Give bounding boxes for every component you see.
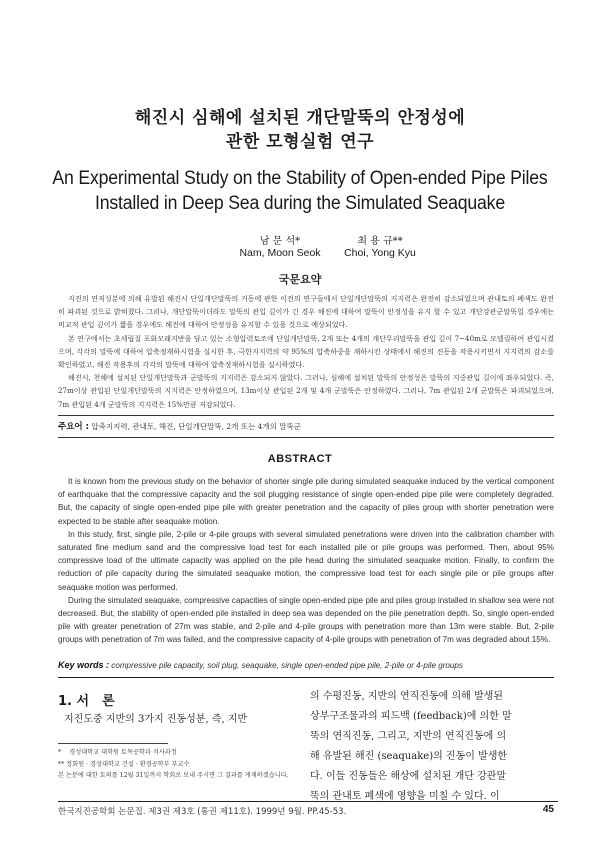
title-korean-line2: 관한 모형실험 연구: [225, 132, 375, 152]
author2-korean: 최 용 규**: [357, 236, 403, 247]
journal-footer: 한국지진공학회 논문집. 제3권 제3호 (통권 제11호). 1999년 9월. PP.45-53.: [58, 807, 347, 817]
footer-rule: [58, 801, 558, 802]
body-right-line1: 의 수평진동, 지반의 연직진동에 의해 발생된: [310, 691, 503, 702]
body-right-line3: 뚝의 연직진동, 그리고, 지반의 연직진동에 의: [310, 731, 507, 742]
author1-english: Nam, Moon Seok: [239, 247, 321, 259]
footnote-2: ** 정회원 · 경성대학교 건설 · 환경공학부 부교수: [58, 760, 190, 768]
body-left-column: 지진도중 지반의 3가지 진동성분, 즉, 지반: [64, 714, 248, 725]
body-right-line5: 다. 이들 진동들은 해상에 설치된 개단 강관말: [310, 771, 507, 782]
divider-bottom: [58, 437, 554, 438]
abstract-english-para2: In this study, first, single pile, 2-pile or 4-pile groups with several simulated penetrations were driven into the calibration chamber with saturated fine medium sand and the compressive load test for each installed pile or pile groups was performed. Then, about 95% compressive load of the ultimate capacity was applied on the pile head during the simulated seaquake motion. Finally, to confirm the reduction of pile capacity during the simulated seaquake motion, the compressive load test for each single pile or pile groups after seaquake motion was performed.: [58, 529, 554, 592]
title-english-line1: An Experimental Study on the Stability of Open-ended Pipe Piles: [52, 168, 548, 189]
keywords-english-text: compressive pile capacity, soil plug, seaquake, single open-ended pipe pile, 2-pile or 4-pile groups: [111, 661, 463, 670]
keywords-korean-text: 압축지지력, 관내토, 해진, 단일개단말뚝, 2개 또는 4개의 말뚝군: [91, 422, 302, 431]
author2-english: Choi, Yong Kyu: [344, 247, 416, 259]
abstract-english-body: [58, 475, 554, 647]
body-right-line2: 상부구조물과의 피드백 (feedback)에 의한 말: [310, 711, 512, 722]
keywords-korean-label: 주요어 :: [58, 422, 89, 432]
abstract-korean-para2: 본 연구에서는 초세립질 포화모래지반을 담고 있는 소형압력토조에 단일개단말뚝, 2개 또는 4개의 개단무리말뚝을 관입 깊이 7~40m로 모델링하여 관입시켰으며, 각각의 말뚝에 대하여 압축정재하시험을 실시한 후, 극한지지력의 약 95%의 압축하중을 재하시킨 상태에서 해진의 진동을 작용시키면서 지지력의 감소를 확인하였고, 해진 작용후의 각각의 말뚝에 대하여 압축정재하시험을 실시하였다.: [58, 333, 554, 370]
abstract-english-para3: During the simulated seaquake, compressive capacities of single open-ended pipe pile and piles group installed in shallow sea were not decreased. But, the stability of open-ended pile installed in deep sea was depended on the pile penetration depth. So, single open-ended pile with greater penetration of 27m was stable, and 2-pile and 4-pile groups with penetration more than 13m were stable. But, 2-pile groups with penetration of 7m was failed, and the compressive capacity of 4-pile groups with penetration of 7m was degraded about 15%.: [58, 595, 554, 645]
body-right-line4: 해 유발된 해진 (seaquake)의 진동이 발생한: [310, 751, 508, 762]
body-right-column: [310, 687, 556, 807]
abstract-korean-para1: 지진의 연직성분에 의해 유발된 해진시 단일개단말뚝의 거동에 관한 이전의 연구들에서 단일개단말뚝의 지지력은 완전히 감소되었으며 관내토의 폐색도 완전히 파괴된 것으로 밝혀졌다. 그러나, 개단말뚝이더라도 말뚝의 관입 깊이가 긴 경우 해진에 대하여 말뚝이 안정성을 유지 할 수 있고 개단강관군말뚝일 경우에는 비교적 관입 깊이가 짧을 경우에도 해진에 대하여 안정성을 유지할 수 있을 것으로 예상되었다.: [58, 294, 554, 330]
keywords-korean: [58, 420, 554, 432]
keywords-english: [58, 660, 554, 670]
footnote-1: * 경성대학교 대학원 토목공학과 석사과정: [58, 749, 177, 756]
abstract-korean-heading: 국문요약: [278, 273, 322, 286]
footnote-3: 본 논문에 대한 토의를 12월 31일까지 학회로 보내 주시면 그 결과를 게재하겠습니다.: [58, 772, 289, 779]
page-number: 45: [542, 804, 554, 815]
footnote-rule: [58, 743, 168, 744]
abstract-english-heading: ABSTRACT: [267, 453, 333, 465]
footnotes: [58, 747, 298, 782]
keywords-english-label: Key words :: [58, 660, 110, 670]
author1-korean: 남 문 석*: [259, 236, 301, 247]
abstract-korean-para3: 해진시, 천해에 설치된 단일개단말뚝과 군말뚝의 지지력은 감소되지 않았다. 그러나, 심해에 설치된 말뚝의 안정성은 말뚝의 지중관입 길이에 좌우되었다. 즉, 27m이상 관입된 단일개단말뚝의 지지력은 안정하였으며, 13m이상 관입된 2개 및 4개 군말뚝은 안정하였다. 그러나, 7m 관입된 2개 군말뚝은 파괴되었으며, 7m 관입된 4개 군말뚝의 지지력은 15%만큼 저감되었다.: [58, 373, 554, 409]
abstract-english-para1: It is known from the previous study on the behavior of shorter single pile during simulated seaquake induced by the vertical component of earthquake that the compressive capacity and the soil plugging resistance of single open-ended pipe pile were completely degraded. But, the capacity of single open-ended pipe pile with greater penetration and the capacity of piles group with shorter penetration were expected to be stable after seaquake motion.: [58, 477, 554, 526]
divider-abstract-end: [58, 677, 554, 678]
body-right-line6: 뚝의 관내토 폐색에 영향을 미칠 수 있다. 이: [310, 791, 500, 802]
abstract-korean-body: [58, 292, 554, 411]
title-korean-line1: 해진시 심해에 설치된 개단말뚝의 안정성에: [134, 108, 466, 128]
section1-heading: 1. 서 론: [58, 694, 115, 709]
title-english-line2: Installed in Deep Sea during the Simulated Seaquake: [95, 193, 505, 214]
divider-top: [58, 415, 554, 416]
